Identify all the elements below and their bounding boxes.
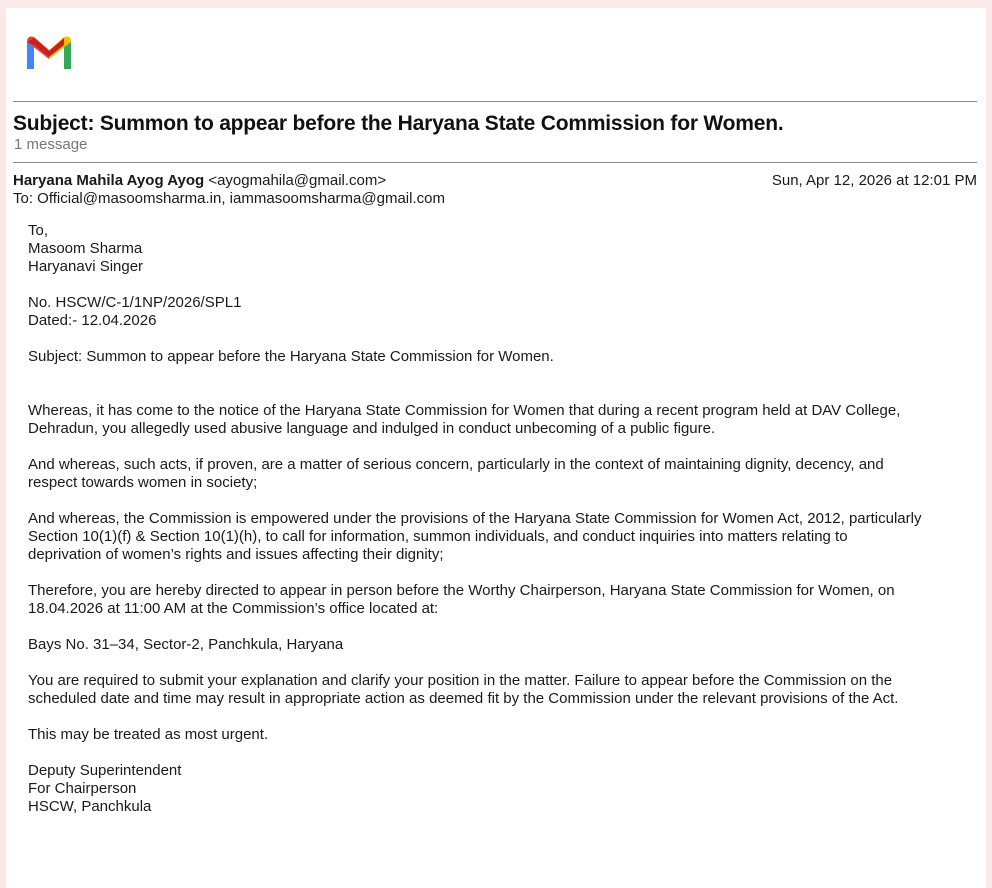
sender-email: <ayogmahila@gmail.com> (208, 172, 387, 189)
paragraph-concern: And whereas, such acts, if proven, are a matter of serious concern, particularly in the context of maintaining dignity, decency, and respect towards women in society; (28, 456, 884, 491)
signature-line: For Chairperson (28, 780, 137, 797)
paragraph-directive: Therefore, you are hereby directed to appear in person before the Worthy Chairperson, Haryana State Commission for Women, on 18.04.2026 at 11:00 AM at the Commission’s office located at: (28, 582, 895, 617)
paragraph-requirement: You are required to submit your explanation and clarify your position in the matter. Failure to appear before the Commission on the scheduled date and time may result in appropriate action as deemed fit by the Commission under the relevant provisions of the Act. (28, 672, 899, 707)
message-timestamp: Sun, Apr 12, 2026 at 12:01 PM (771, 172, 977, 189)
reference-number: No. HSCW/C-1/1NP/2026/SPL1 (28, 294, 242, 311)
sender-name: Haryana Mahila Ayog Ayog (13, 172, 205, 189)
address-line: To, (28, 222, 49, 239)
address-line: Haryanavi Singer (28, 258, 144, 275)
reference-date: Dated:- 12.04.2026 (28, 312, 157, 329)
signature-line: HSCW, Panchkula (28, 798, 152, 815)
email-subject-heading: Subject: Summon to appear before the Haryana State Commission for Women. (13, 112, 784, 135)
header-divider (13, 101, 977, 102)
gmail-logo-icon (24, 32, 74, 72)
paragraph-authority: And whereas, the Commission is empowered under the provisions of the Haryana State Commission for Women Act, 2012, particularly Section 10(1)(f) & Section 10(1)(h), to call for information, summon individuals, and conduct inquiries into matters relating to deprivation of women’s rights and issues affecting their dignity; (28, 510, 922, 563)
reference-block (28, 294, 970, 330)
paragraph-notice: Whereas, it has come to the notice of the Haryana State Commission for Women that during a recent program held at DAV College, Dehradun, you allegedly used abusive language and indulged in conduct unbecoming of a public figure. (28, 402, 901, 437)
office-address: Bays No. 31–34, Sector-2, Panchkula, Haryana (28, 636, 344, 653)
letter-subject: Subject: Summon to appear before the Haryana State Commission for Women. (28, 348, 554, 365)
letter-body (28, 222, 970, 834)
sender-line (13, 172, 386, 189)
signature-line: Deputy Superintendent (28, 762, 182, 779)
message-divider (13, 162, 977, 163)
signature-block (28, 762, 970, 816)
paragraph-urgency: This may be treated as most urgent. (28, 726, 269, 743)
recipients-line: To: Official@masoomsharma.in, iammasoomsharma@gmail.com (13, 190, 445, 207)
message-count: 1 message (14, 136, 88, 153)
email-print-page (6, 8, 986, 888)
address-line: Masoom Sharma (28, 240, 143, 257)
recipient-address (28, 222, 970, 276)
